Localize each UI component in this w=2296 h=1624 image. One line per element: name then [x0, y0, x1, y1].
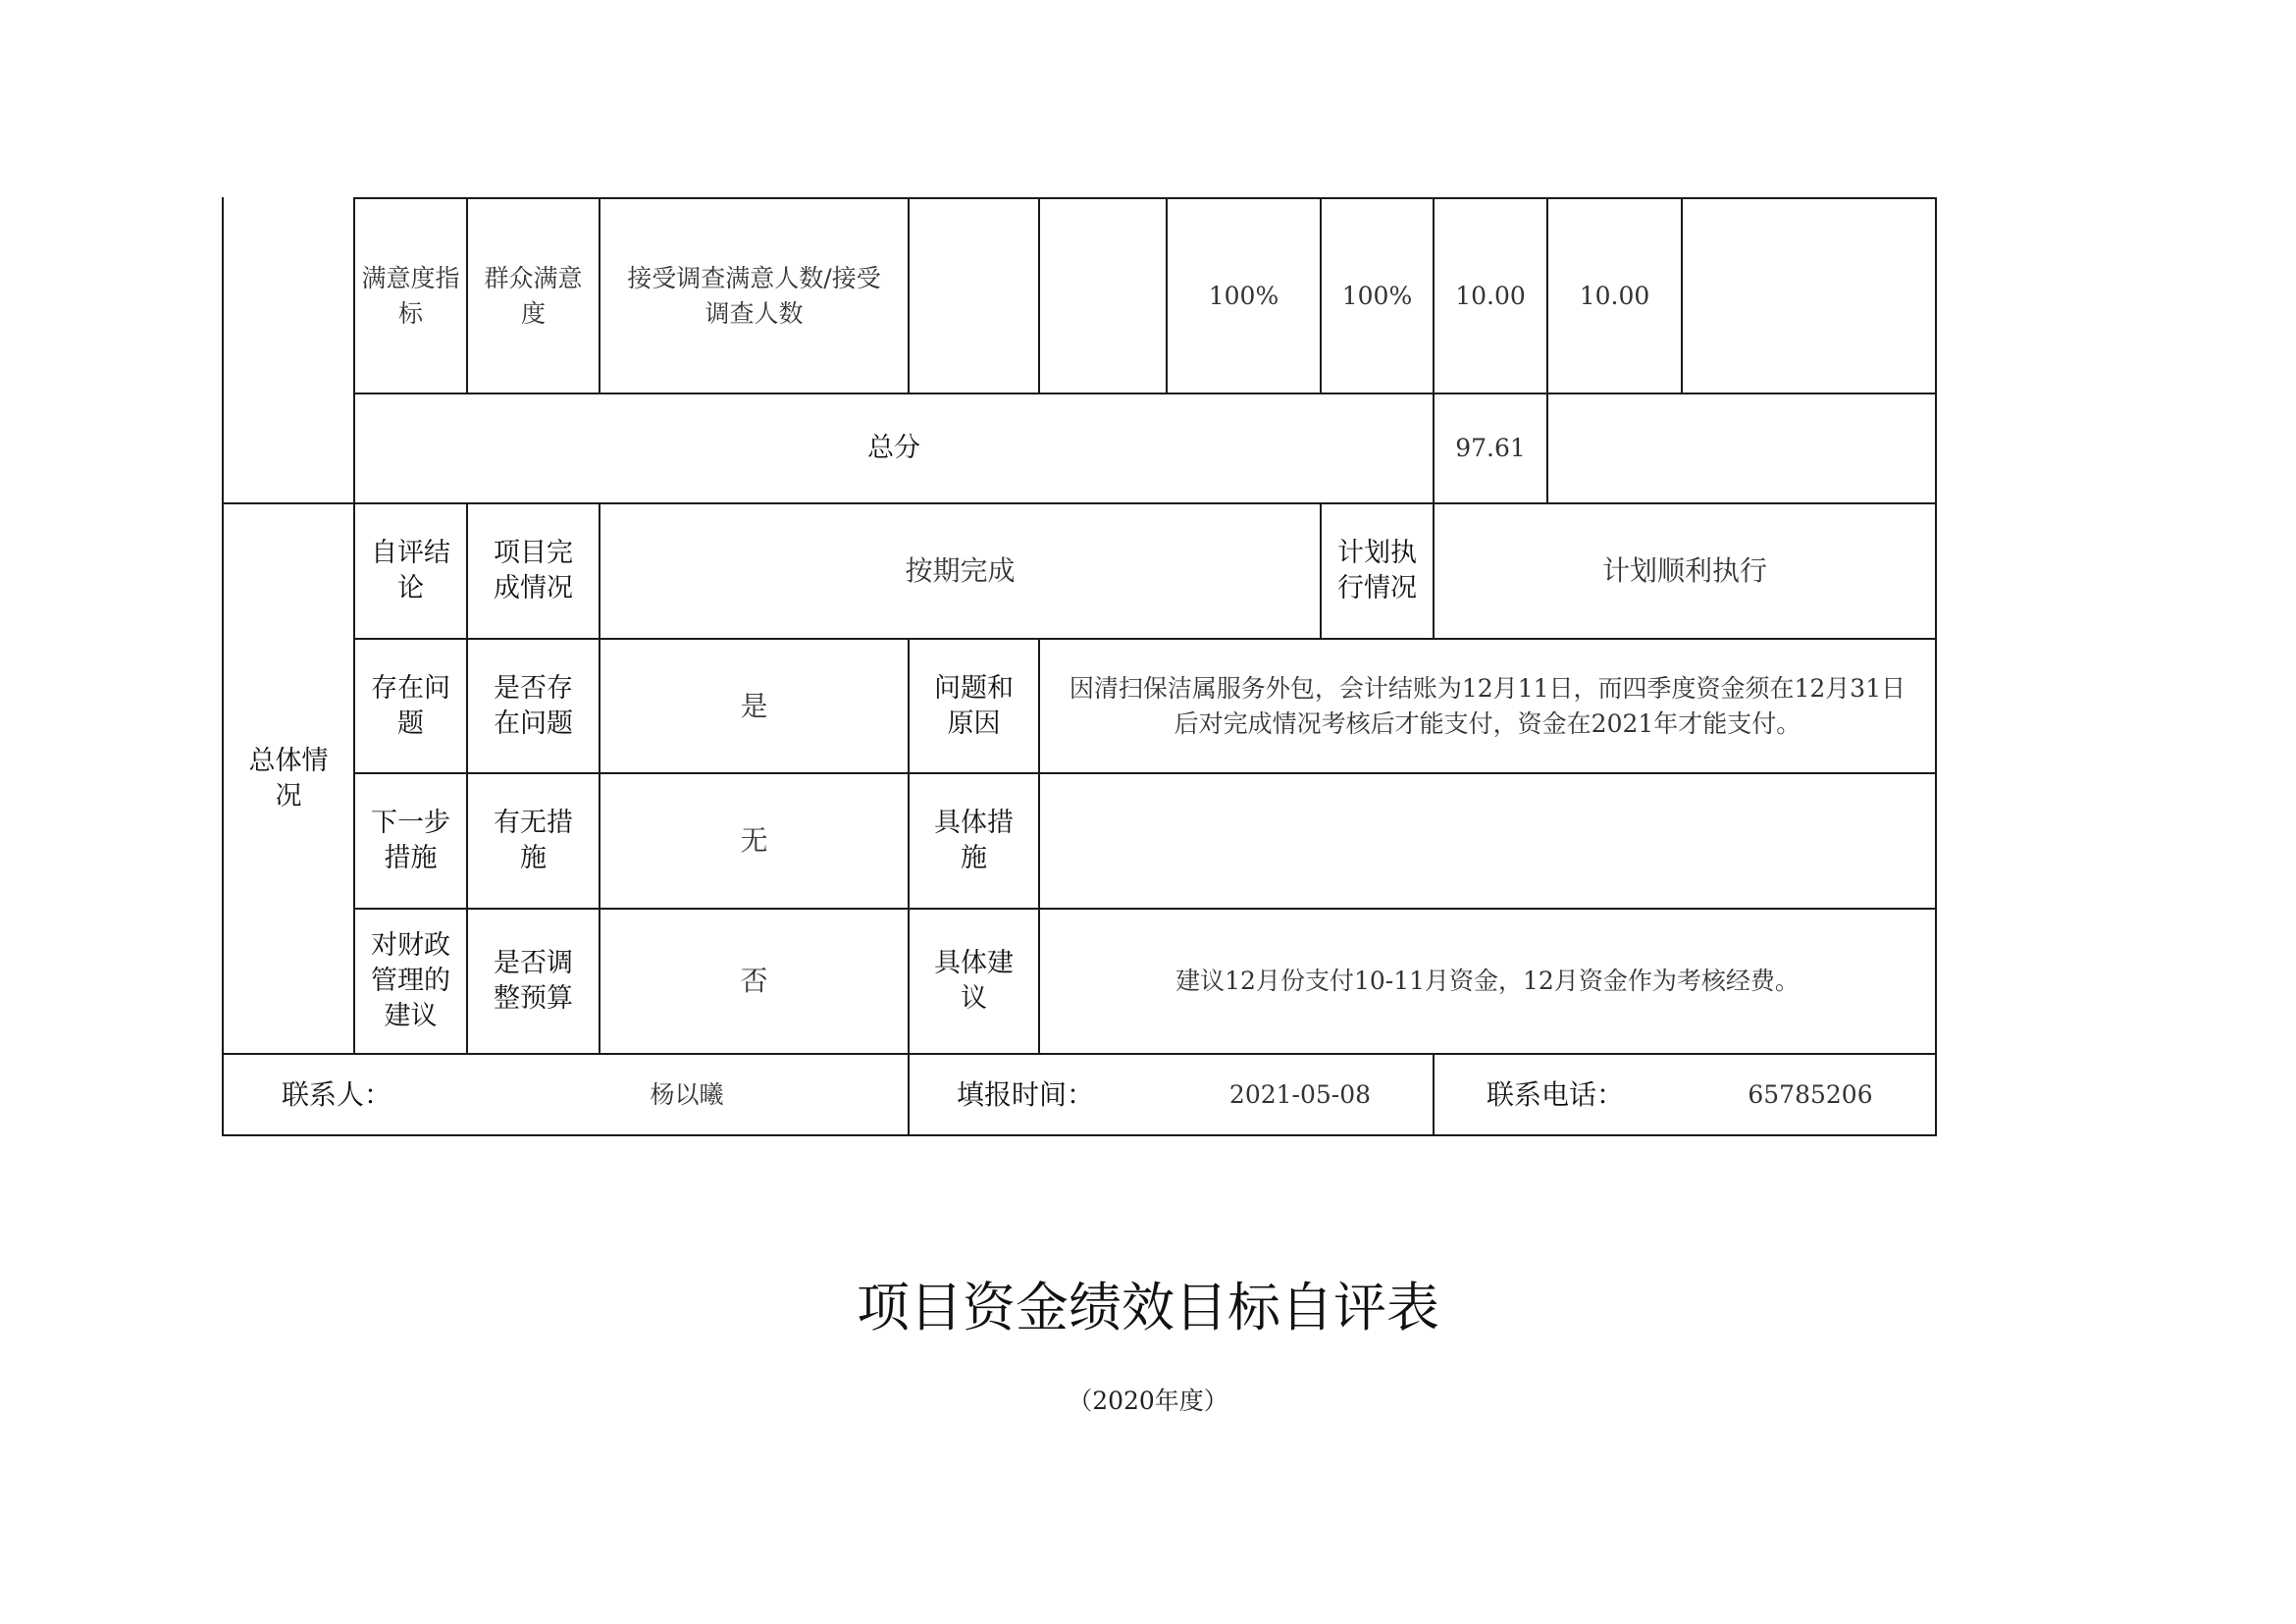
next-steps-label-cell: [355, 774, 466, 908]
page-year: （2020年度）: [1068, 1387, 1228, 1415]
date-value: 2021-05-08: [1228, 1079, 1372, 1109]
reason-label-cell: [910, 640, 1038, 772]
measures-detail-value-cell: [1040, 774, 1935, 908]
overall-label: 总体情况: [248, 745, 329, 812]
empty-cell: [1040, 199, 1166, 393]
self-eval-label-cell: [355, 504, 466, 638]
total-label-cell: [355, 394, 1433, 502]
page-title: 项目资金绩效目标自评表: [857, 1277, 1439, 1338]
empty-cell: [910, 199, 1038, 393]
phone-label: 联系电话：: [1486, 1077, 1624, 1111]
advice-detail-label: 具体建议: [934, 948, 1014, 1014]
level1-indicator-cell: [355, 199, 466, 393]
completion-label-cell: [468, 504, 599, 638]
has-issues-value: 是: [740, 689, 768, 722]
measures-detail-label: 具体措施: [934, 808, 1014, 873]
contact-label: 联系人：: [281, 1077, 391, 1111]
has-measures-value-cell: [600, 774, 908, 908]
indicator-definition-cell: [600, 199, 908, 393]
level2-indicator-cell: [468, 199, 599, 393]
level2-indicator: 群众满意度: [484, 263, 583, 328]
indicator-definition: 接受调查满意人数/接受调查人数: [627, 263, 881, 328]
issues-label-cell: [355, 640, 466, 772]
advice-detail-value: 建议12月份支付10-11月资金，12月资金作为考核经费。: [1175, 967, 1800, 995]
contact-value: 杨以曦: [650, 1079, 724, 1109]
grid-line: [1433, 1053, 1435, 1136]
advice-label: 对财政管理的建议: [371, 930, 450, 1031]
next-steps-label: 下一步措施: [371, 808, 450, 873]
weight-value: 10.00: [1455, 281, 1526, 310]
adjust-budget-label: 是否调整预算: [494, 948, 573, 1014]
grid-line: [1935, 197, 1937, 1136]
adjust-budget-label-cell: [468, 910, 599, 1053]
self-eval-label: 自评结论: [371, 538, 450, 603]
adjust-budget-value-cell: [600, 910, 908, 1053]
reason-label: 问题和原因: [934, 672, 1014, 739]
target-value-cell: [1168, 199, 1320, 393]
completion-label: 项目完成情况: [494, 538, 573, 603]
weight-cell: [1435, 199, 1546, 393]
has-issues-label: 是否存在问题: [494, 672, 573, 739]
completion-value-cell: [600, 504, 1320, 638]
has-issues-value-cell: [600, 640, 908, 772]
advice-detail-value-cell: [1040, 910, 1935, 1053]
has-measures-label-cell: [468, 774, 599, 908]
grid-line: [222, 1134, 1937, 1136]
plan-label-cell: [1322, 504, 1433, 638]
score-cell: [1548, 199, 1681, 393]
plan-label: 计划执行情况: [1337, 538, 1417, 603]
target-value: 100%: [1208, 281, 1279, 310]
has-measures-label: 有无措施: [494, 808, 573, 873]
remark-cell: [1683, 199, 1935, 393]
level1-indicator: 满意度指标: [361, 263, 460, 328]
plan-value-cell: [1435, 504, 1935, 638]
date-label: 填报时间：: [956, 1077, 1094, 1111]
issues-label: 存在问题: [371, 672, 450, 739]
advice-detail-label-cell: [910, 910, 1038, 1053]
total-value-cell: [1435, 394, 1546, 502]
reason-value: 因清扫保洁属服务外包，会计结账为12月11日，而四季度资金须在12月31日后对完成情况考核后才能支付，资金在2021年才能支付。: [1069, 673, 1906, 738]
advice-label-cell: [355, 910, 466, 1053]
total-label: 总分: [867, 433, 920, 463]
total-value: 97.61: [1455, 434, 1526, 462]
overall-label-cell: [224, 504, 353, 1053]
has-issues-label-cell: [468, 640, 599, 772]
actual-value: 100%: [1341, 281, 1413, 310]
has-measures-value: 无: [740, 824, 768, 857]
completion-value: 按期完成: [905, 554, 1016, 587]
adjust-budget-value: 否: [740, 965, 768, 997]
measures-detail-label-cell: [910, 774, 1038, 908]
score-value: 10.00: [1579, 281, 1650, 310]
reason-value-cell: [1040, 640, 1935, 772]
plan-value: 计划顺利执行: [1601, 554, 1767, 587]
actual-value-cell: [1322, 199, 1433, 393]
phone-value: 65785206: [1748, 1079, 1873, 1109]
